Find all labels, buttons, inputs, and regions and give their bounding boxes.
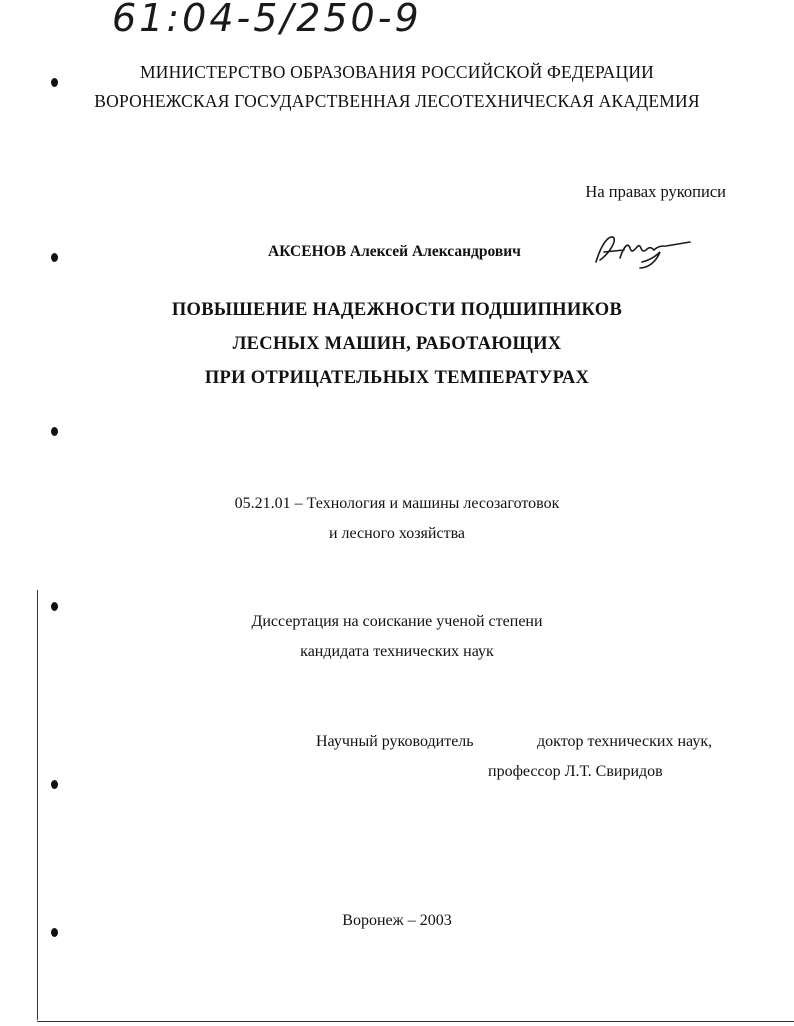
title-line-2: ЛЕСНЫХ МАШИН, РАБОТАЮЩИХ bbox=[232, 334, 562, 354]
author-name: АКСЕНОВ Алексей Александрович bbox=[268, 243, 521, 260]
title-line-1: ПОВЫШЕНИЕ НАДЕЖНОСТИ ПОДШИПНИКОВ bbox=[171, 300, 623, 320]
binder-mark bbox=[51, 780, 58, 789]
title-line-3: ПРИ ОТРИЦАТЕЛЬНЫХ ТЕМПЕРАТУРАХ bbox=[204, 368, 590, 388]
binder-mark bbox=[51, 427, 58, 436]
manuscript-note: На правах рукописи bbox=[585, 182, 726, 201]
scan-edge-bottom bbox=[37, 1021, 794, 1022]
degree-line-1: Диссертация на соискание ученой степени bbox=[251, 613, 543, 630]
degree-line-2: кандидата технических наук bbox=[300, 643, 494, 660]
archive-number: 61:04-5/250-9 bbox=[112, 0, 422, 40]
supervisor-name: профессор Л.Т. Свиридов bbox=[488, 763, 663, 780]
academy-line: ВОРОНЕЖСКАЯ ГОСУДАРСТВЕННАЯ ЛЕСОТЕХНИЧЕСКАЯ АКАДЕМИЯ bbox=[94, 91, 700, 111]
ministry-line: МИНИСТЕРСТВО ОБРАЗОВАНИЯ РОССИЙСКОЙ ФЕДЕРАЦИИ bbox=[139, 62, 654, 82]
author-signature bbox=[590, 232, 695, 272]
supervisor-label: Научный руководитель bbox=[316, 733, 474, 750]
specialty-line-1: 05.21.01 – Технология и машины лесозаготовок bbox=[234, 495, 560, 512]
city-year: Воронеж – 2003 bbox=[342, 912, 452, 929]
specialty-line-2: и лесного хозяйства bbox=[328, 525, 466, 542]
supervisor-degree: доктор технических наук, bbox=[537, 733, 713, 750]
binder-mark bbox=[51, 602, 58, 611]
binder-mark bbox=[51, 253, 58, 262]
